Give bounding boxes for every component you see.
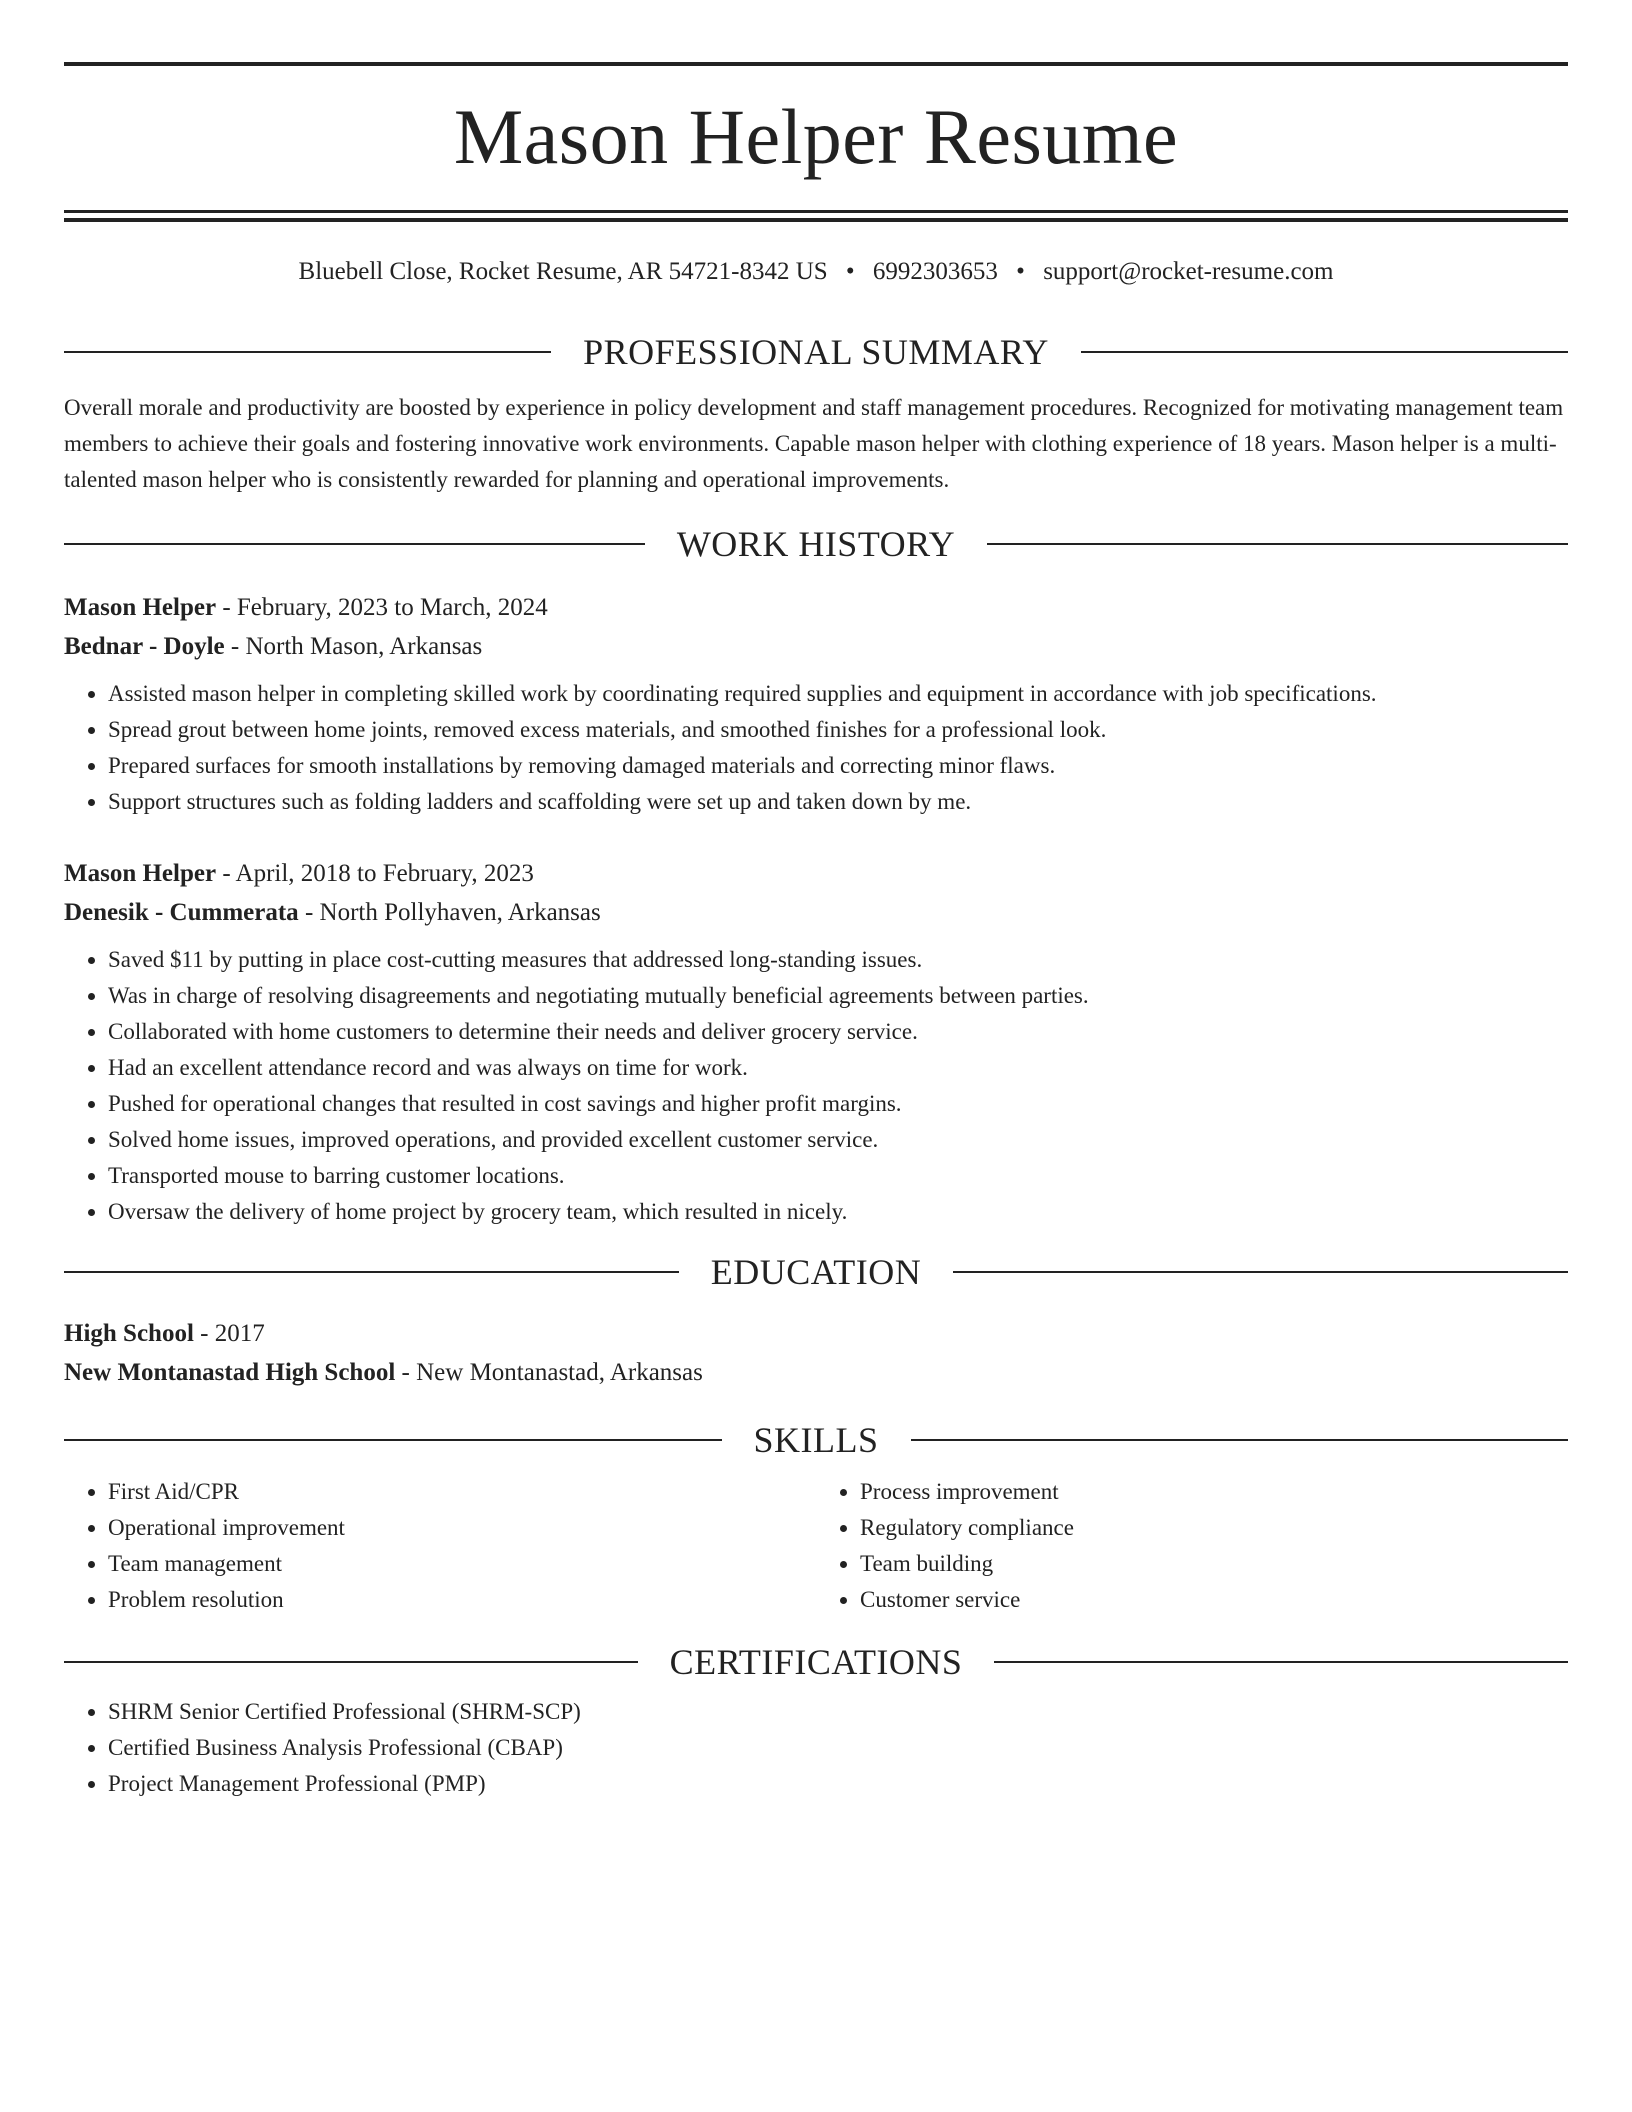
certifications-list [64, 1694, 1568, 1802]
list-item: • Problem resolution [108, 1582, 816, 1618]
list-item: • Team building [860, 1546, 1568, 1582]
job-entry [64, 588, 1568, 820]
section-title: EDUCATION [710, 1252, 922, 1292]
contact-email: support@rocket-resume.com [1043, 258, 1334, 285]
job-company: Bednar - Doyle [64, 633, 225, 660]
list-item: • First Aid/CPR [108, 1474, 816, 1510]
education-entry [64, 1314, 1568, 1392]
section-heading-work-history [64, 522, 1568, 566]
list-item: • Customer service [860, 1582, 1568, 1618]
list-item: • Spread grout between home joints, removed excess materials, and smoothed finishes for a professional look. [108, 712, 1568, 748]
job-title: Mason Helper [64, 594, 217, 621]
section-heading-skills [64, 1418, 1568, 1462]
heading-rule [64, 1271, 679, 1273]
job-bullets [64, 676, 1568, 820]
list-item: • Had an excellent attendance record and was always on time for work. [108, 1050, 1568, 1086]
education-school: New Montanastad High School [64, 1359, 396, 1386]
list-item: • Oversaw the delivery of home project by grocery team, which resulted in nicely. [108, 1194, 1568, 1230]
job-company-line [64, 893, 1568, 932]
list-item: • Collaborated with home customers to determine their needs and deliver grocery service. [108, 1014, 1568, 1050]
skills-columns [64, 1474, 1568, 1618]
job-title-line [64, 588, 1568, 627]
top-rule [64, 62, 1568, 66]
list-item: • Project Management Professional (PMP) [108, 1766, 1568, 1802]
summary-text: Overall morale and productivity are boosted by experience in policy development and staff management procedures. Recognized for motivating management team members to achieve their goals and fostering innovative work environments. Capable mason helper with clothing experience of 18 years. Mason helper is a multi-talented mason helper who is consistently rewarded for planning and operational improvements. [64, 395, 1564, 492]
job-location: - North Mason, Arkansas [224, 633, 483, 660]
job-dates: - April, 2018 to February, 2023 [216, 860, 534, 887]
education-degree: High School [64, 1320, 194, 1347]
section-heading-education [64, 1250, 1568, 1294]
skills-list-right [816, 1474, 1568, 1618]
list-item: • Prepared surfaces for smooth installations by removing damaged materials and correcting minor flaws. [108, 748, 1568, 784]
contact-phone: 6992303653 [872, 258, 998, 285]
section-title: WORK HISTORY [676, 524, 956, 564]
section-title: CERTIFICATIONS [669, 1642, 963, 1682]
education-degree-line [64, 1314, 1568, 1353]
section-title: PROFESSIONAL SUMMARY [583, 332, 1049, 372]
resume-title: Mason Helper Resume [453, 93, 1179, 180]
heading-rule [953, 1271, 1568, 1273]
job-bullets [64, 942, 1568, 1230]
heading-rule [64, 1661, 638, 1663]
job-title-line [64, 854, 1568, 893]
education-year: - 2017 [193, 1320, 265, 1347]
skills-list-left [64, 1474, 816, 1618]
section-heading-summary [64, 330, 1568, 374]
job-title: Mason Helper [64, 860, 217, 887]
list-item: • Pushed for operational changes that resulted in cost savings and higher profit margins. [108, 1086, 1568, 1122]
contact-separator: • [1016, 258, 1025, 285]
list-item: • Process improvement [860, 1474, 1568, 1510]
list-item: • Support structures such as folding ladders and scaffolding were set up and taken down by me. [108, 784, 1568, 820]
education-location: - New Montanastad, Arkansas [395, 1359, 703, 1386]
list-item: • Assisted mason helper in completing skilled work by coordinating required supplies and equipment in accordance with job specifications. [108, 676, 1568, 712]
heading-rule [911, 1439, 1569, 1441]
section-heading-certifications [64, 1640, 1568, 1684]
heading-rule [987, 543, 1568, 545]
heading-rule [64, 1439, 722, 1441]
heading-rule [64, 351, 551, 353]
list-item: • Operational improvement [108, 1510, 816, 1546]
job-dates: - February, 2023 to March, 2024 [216, 594, 548, 621]
list-item: • Saved $11 by putting in place cost-cutting measures that addressed long-standing issues. [108, 942, 1568, 978]
job-company-line [64, 627, 1568, 666]
education-school-line [64, 1353, 1568, 1392]
contact-address: Bluebell Close, Rocket Resume, AR 54721-8342 US [298, 258, 828, 285]
list-item: • Regulatory compliance [860, 1510, 1568, 1546]
heading-rule [64, 543, 645, 545]
list-item: • SHRM Senior Certified Professional (SHRM-SCP) [108, 1694, 1568, 1730]
job-entry [64, 854, 1568, 1230]
heading-rule [1081, 351, 1568, 353]
list-item: • Transported mouse to barring customer locations. [108, 1158, 1568, 1194]
list-item: • Was in charge of resolving disagreements and negotiating mutually beneficial agreements between parties. [108, 978, 1568, 1014]
section-title: SKILLS [753, 1420, 879, 1460]
list-item: • Team management [108, 1546, 816, 1582]
contact-line [64, 256, 1568, 288]
title-double-rule [64, 210, 1568, 222]
job-location: - North Pollyhaven, Arkansas [298, 899, 601, 926]
job-company: Denesik - Cummerata [64, 899, 299, 926]
contact-separator: • [845, 258, 855, 285]
list-item: • Certified Business Analysis Professional (CBAP) [108, 1730, 1568, 1766]
list-item: • Solved home issues, improved operations, and provided excellent customer service. [108, 1122, 1568, 1158]
heading-rule [994, 1661, 1568, 1663]
